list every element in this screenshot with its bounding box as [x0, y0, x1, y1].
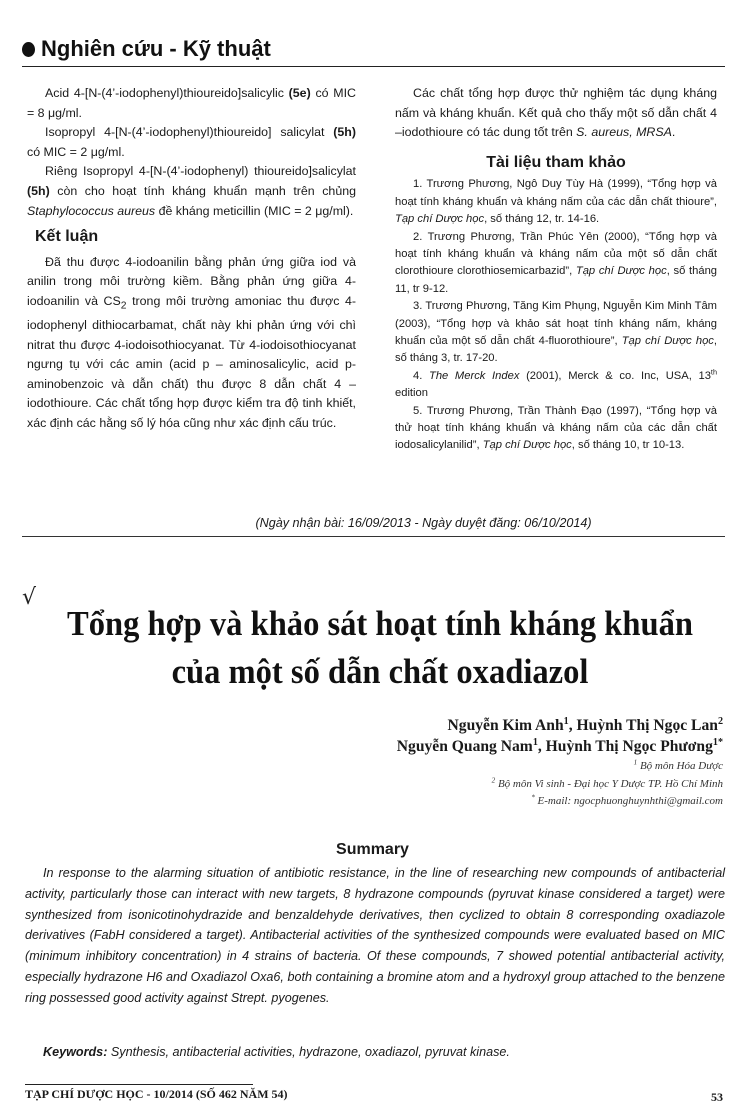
result-paragraph-5h: Isopropyl 4-[N-(4’-iodophenyl)thioureido] salicylat (5h) có MIC = 2 μg/ml.	[27, 125, 356, 159]
conclusion-paragraph: Đã thu được 4-iodoanilin bằng phản ứng giữa iod và anilin trong môi trường kiềm. Bằng phản ứng giữa 4-iodoanilin và $CS_2$ trong môi trường amoniac thu được 4-iodophenyl dithiocarbamat, chất này khi phản ứng với chì nitrat thu được 4-iodoisothiocyanat. Từ 4-iodoisothiocyanat ngưng tụ với các amin (acid p – aminosalicylic, acid p-aminobenzoic và dẫn chất) thu được 8 dẫn chất 4 –iodothioure. Các chất tổng hợp được kiểm tra độ tinh khiết, xác định các hằng số lý hóa cũng như xác định cấu trúc.	[27, 254, 356, 430]
section-header	[22, 36, 725, 67]
summary-body: In response to the alarming situation of antibiotic resistance, in the line of researching new compounds of antibacterial activity, particularly those can interact with new targets, 8 hydrazone compounds (pyruvat kinase considered a target) were synthesized from isonicotinohydrazide and benzaldehyde derivatives, then cyclized to obtain 8 corresponding oxadiazole derivatives (FabH considered a target). Antibacterial activities of the synthesized compounds were evaluated based on MIC (minimum inhibitory concentration) in 4 strains of bacteria. Of these compounds, 7 showed potential antibacterial activity, especially hydrazone H6 and Oxadiazol Oxa6, both containing a bromine atom and a hydroxyl group attached to the benzene ring possessed good activity against Strept. pyogenes.	[25, 866, 725, 1005]
affiliations	[492, 758, 723, 811]
reference-item: 5. Trương Phương, Trần Thành Đạo (1997), “Tổng hợp và thử hoạt tính kháng khuẩn và kháng nấm của các dẫn chất iodosalicylanilid”, Tạp chí Dược học, số tháng 10, tr 10-13.	[395, 404, 717, 452]
affiliation-item: $^1$ Bộ môn Hóa Dược	[633, 758, 723, 772]
author-name: Huỳnh Thị Ngọc Phương	[545, 738, 713, 755]
keywords	[43, 1045, 510, 1059]
affiliation-item: $^2$ Bộ môn Vi sinh - Đại học Y Dược TP. Hồ Chí Minh	[491, 775, 723, 790]
authors-line-1: Nguyễn Kim Anh$^1$, Huỳnh Thị Ngọc Lan$^2$	[447, 715, 723, 734]
section-header-text: Nghiên cứu - Kỹ thuật	[41, 36, 271, 61]
affiliation-email: * E-mail: ngocphuonghuynhthi@gmail.com	[531, 793, 723, 807]
result-paragraph-5e: Acid 4-[N-(4’-iodophenyl)thioureido]salicylic (5e) có MIC = 8 μg/ml.	[27, 86, 357, 120]
references-heading: Tài liệu tham khảo	[486, 153, 626, 171]
keywords-text: Synthesis, antibacterial activities, hydrazone, oxadiazol, pyruvat kinase.	[110, 1045, 510, 1059]
summary-paragraph-vi: Các chất tổng hợp được thử nghiệm tác dụng kháng nấm và kháng khuẩn. Kết quả cho thấy một số dẫn chất 4 –iodothioure có tác dung tốt trên S. aureus, MRSA.	[395, 86, 717, 140]
reference-item: 1. Trương Phương, Ngô Duy Tùy Hà (1999), “Tổng hợp và hoạt tính kháng khuẩn và kháng nấm của các dẫn chất thioure”, Tạp chí Dược học, số tháng 12, tr. 14-16.	[395, 178, 717, 226]
authors	[397, 715, 723, 757]
right-column	[395, 84, 717, 455]
reference-item: 3. Trương Phương, Tăng Kim Phụng, Nguyễn Kim Minh Tâm (2003), “Tổng hợp và khảo sát hoạt tính kháng nấm, kháng khuẩn của một số dẫn chất 4-fluorothioure”, Tạp chí Dược học, số tháng 3, tr. 17-20.	[395, 300, 717, 365]
footer-journal-name: TẠP CHÍ DƯỢC HỌC - 10/2014 (SỐ 462 NĂM 54)	[25, 1087, 288, 1101]
article-title-line-1: Tổng hợp và khảo sát hoạt tính kháng khuẩn	[67, 604, 693, 643]
references-list	[395, 176, 717, 455]
conclusion-heading: Kết luận	[35, 228, 99, 246]
left-column	[27, 84, 356, 434]
reference-item: 4. The Merck Index (2001), Merck & co. Inc, USA, 13th edition	[395, 367, 717, 400]
reference-item: 2. Trương Phương, Trần Phúc Yên (2000), “Tổng hợp và hoạt tính kháng khuẩn và kháng nấm của một số dẫn chất clorothioure clorothiosemicarbazid”, Tạp chí Dược học, số tháng 11, tr 9-12.	[395, 230, 718, 295]
checkmark-icon: √	[22, 585, 37, 610]
author-name: Nguyễn Quang Nam	[396, 738, 533, 755]
keywords-label: Keywords:	[43, 1045, 108, 1059]
author-name: Huỳnh Thị Ngọc Lan	[576, 717, 718, 734]
summary-heading: Summary	[336, 841, 409, 858]
result-paragraph-mrsa: Riêng Isopropyl 4-[N-(4’-iodophenyl) thioureido]salicylat (5h) còn cho hoạt tính kháng khuẩn mạnh trên chủng Staphylococcus aureus đề kháng meticillin (MIC = 2 μg/ml).	[27, 164, 356, 218]
footer-rule	[25, 1084, 253, 1085]
bullet-icon	[22, 42, 35, 57]
page-number: 53	[711, 1090, 723, 1104]
authors-line-2: Nguyễn Quang Nam$^1$, Huỳnh Thị Ngọc Phương$^{1*}$	[396, 736, 723, 755]
article-title-line-2: của một số dẫn chất oxadiazol	[171, 652, 589, 691]
author-name: Nguyễn Kim Anh	[447, 717, 564, 734]
article-title	[55, 600, 706, 696]
received-accepted-dates: (Ngày nhận bài: 16/09/2013 - Ngày duyệt đăng: 06/10/2014)	[22, 514, 725, 537]
